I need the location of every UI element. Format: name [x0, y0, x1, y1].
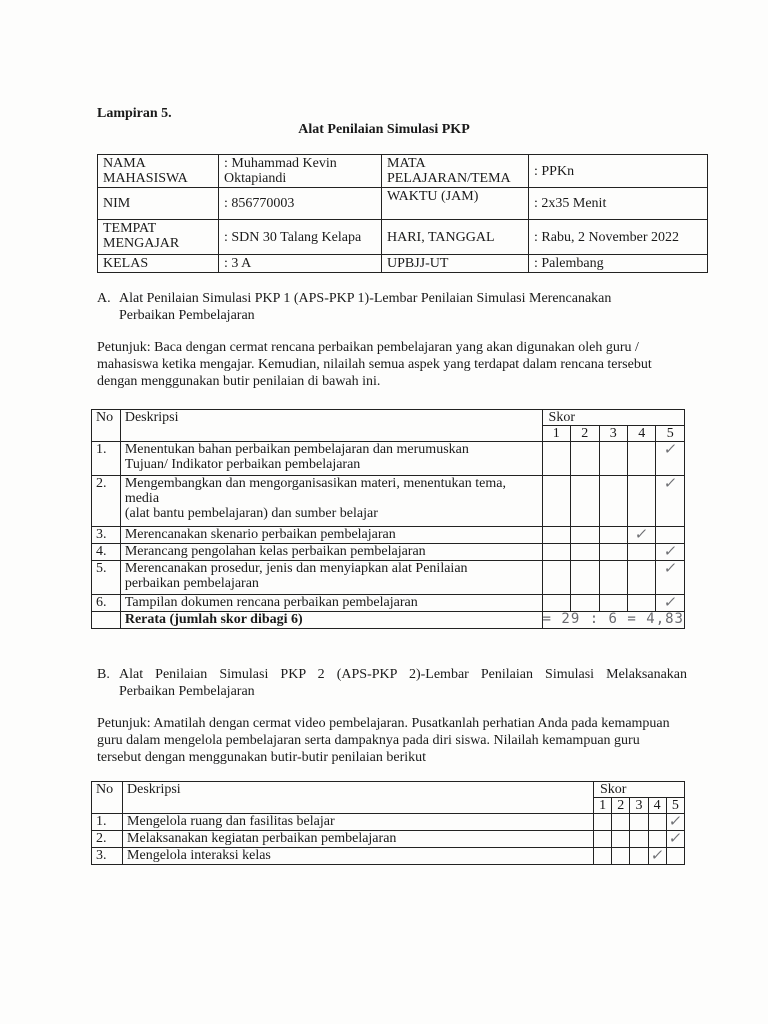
section-a-score-table [91, 409, 685, 629]
col-desc-header: Deskripsi [123, 782, 594, 814]
scale-1: 1 [594, 798, 612, 814]
scale-3: 3 [630, 798, 648, 814]
check-mark-icon: ✓ [633, 525, 650, 543]
table-row [92, 814, 685, 831]
check-mark-icon: ✓ [667, 829, 684, 847]
scale-3: 3 [599, 426, 627, 442]
row-number: 6. [92, 595, 121, 612]
date-value: : Rabu, 2 November 2022 [529, 220, 708, 255]
table-row [92, 544, 685, 561]
upbjj-value: : Palembang [529, 255, 708, 273]
row-number: 3. [92, 527, 121, 544]
upbjj-label: UPBJJ-UT [382, 255, 529, 273]
subject-value: : PPKn [529, 155, 708, 188]
section-a-heading-line1: Alat Penilaian Simulasi PKP 1 (APS-PKP 1)-Lembar Penilaian Simulasi Merencanakan [119, 291, 612, 306]
section-a-heading [97, 290, 687, 324]
row-description: Mengembangkan dan mengorganisasikan materi, menentukan tema, media (alat bantu pembelajaran) dan sumber belajar [120, 476, 542, 527]
col-score-header: Skor [542, 410, 684, 426]
row-number: 4. [92, 544, 121, 561]
identity-table [97, 154, 708, 273]
place-label: TEMPAT MENGAJAR [98, 220, 219, 255]
time-value: : 2x35 Menit [529, 188, 708, 220]
row-number: 3. [92, 848, 123, 865]
row-description: Menentukan bahan perbaikan pembelajaran dan merumuskan Tujuan/ Indikator perbaikan pembelajaran [120, 442, 542, 476]
subject-label: MATA PELAJARAN/TEMA [382, 155, 529, 188]
table-row [92, 442, 685, 476]
section-b-score-table [91, 781, 685, 865]
appendix-label: Lampiran 5. [97, 106, 172, 121]
check-mark-icon: ✓ [667, 812, 684, 830]
row-number: 2. [92, 476, 121, 527]
col-no-header: No [92, 410, 121, 442]
check-mark-icon: ✓ [662, 440, 679, 458]
row-description: Mengelola ruang dan fasilitas belajar [123, 814, 594, 831]
nim-label: NIM [98, 188, 219, 220]
place-value: : SDN 30 Talang Kelapa [219, 220, 382, 255]
table-row [92, 595, 685, 612]
row-number: 5. [92, 561, 121, 595]
mean-label: Rerata (jumlah skor dibagi 6) [120, 612, 542, 629]
row-description: Mengelola interaksi kelas [123, 848, 594, 865]
table-row [92, 561, 685, 595]
check-mark-icon: ✓ [662, 559, 679, 577]
check-mark-icon: ✓ [662, 593, 679, 611]
check-mark-icon: ✓ [662, 474, 679, 492]
section-a-instructions: Petunjuk: Baca dengan cermat rencana perbaikan pembelajaran yang akan digunakan oleh guru / mahasiswa ketika mengajar. Kemudian, nilailah semua aspek yang terdapat dalam rencana tersebut dengan menggunakan butir penilaian di bawah ini. [97, 340, 652, 389]
class-label: KELAS [98, 255, 219, 273]
col-score-header: Skor [594, 782, 685, 798]
section-b-instructions: Petunjuk: Amatilah dengan cermat video pembelajaran. Pusatkanlah perhatian Anda pada kemampuan guru dalam mengelola pembelajaran serta dampaknya pada diri siswa. Nilailah kemampuan guru tersebut dengan menggunakan butir-butir penilaian berikut [97, 716, 670, 765]
scale-2: 2 [571, 426, 599, 442]
row-description: Merencanakan prosedur, jenis dan menyiapkan alat Penilaian perbaikan pembelajaran [120, 561, 542, 595]
row-number: 1. [92, 814, 123, 831]
check-mark-icon: ✓ [649, 846, 666, 864]
section-a-letter: A. [97, 291, 111, 306]
scale-4: 4 [648, 798, 666, 814]
scale-1: 1 [542, 426, 570, 442]
scale-2: 2 [612, 798, 630, 814]
table-row [92, 476, 685, 527]
section-b-heading-line2: Perbaikan Pembelajaran [119, 684, 255, 699]
row-number: 2. [92, 831, 123, 848]
row-number: 1. [92, 442, 121, 476]
nim-value: : 856770003 [219, 188, 382, 220]
section-a-heading-line2: Perbaikan Pembelajaran [119, 308, 255, 323]
document-title: Alat Penilaian Simulasi PKP [298, 122, 470, 137]
table-row [92, 831, 685, 848]
date-label: HARI, TANGGAL [382, 220, 529, 255]
table-row [92, 527, 685, 544]
scale-5: 5 [666, 798, 684, 814]
section-b-heading [97, 666, 687, 700]
mean-row [92, 612, 685, 629]
col-desc-header: Deskripsi [120, 410, 542, 442]
section-b-heading-line1: Alat Penilaian Simulasi PKP 2 (APS-PKP 2)-Lembar Penilaian Simulasi Melaksanakan [119, 667, 687, 682]
section-b-letter: B. [97, 667, 110, 682]
mean-value-handwritten: = 29 : 6 = 4,83 [542, 611, 684, 627]
name-label: NAMA MAHASISWA [98, 155, 219, 188]
row-description: Tampilan dokumen rencana perbaikan pembelajaran [120, 595, 542, 612]
name-value: : Muhammad Kevin Oktapiandi [219, 155, 382, 188]
col-no-header: No [92, 782, 123, 814]
class-value: : 3 A [219, 255, 382, 273]
row-description: Merancang pengolahan kelas perbaikan pembelajaran [120, 544, 542, 561]
scale-5: 5 [656, 426, 685, 442]
scale-4: 4 [628, 426, 656, 442]
check-mark-icon: ✓ [662, 542, 679, 560]
row-description: Merencanakan skenario perbaikan pembelajaran [120, 527, 542, 544]
row-description: Melaksanakan kegiatan perbaikan pembelajaran [123, 831, 594, 848]
table-row [92, 848, 685, 865]
time-label: WAKTU (JAM) [382, 188, 529, 220]
